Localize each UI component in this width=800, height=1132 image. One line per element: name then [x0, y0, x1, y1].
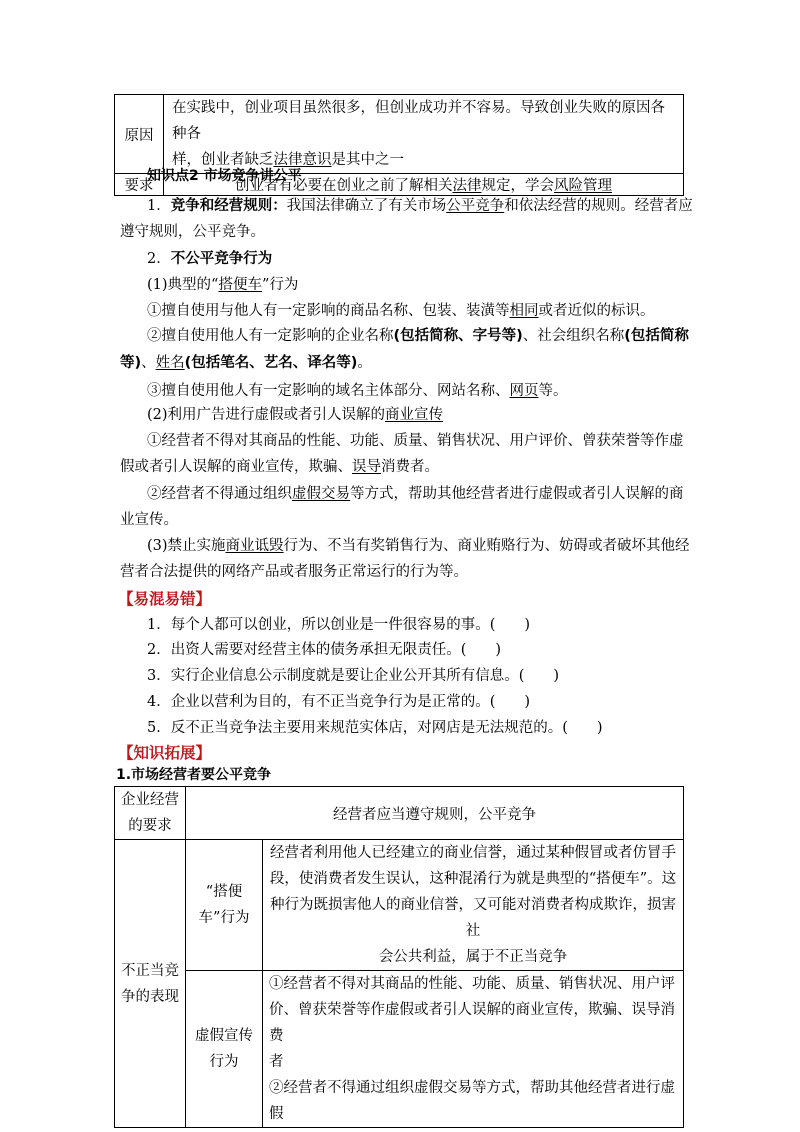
bold-text: 不公平竞争行为 — [170, 251, 273, 267]
paragraph-4 — [147, 298, 655, 324]
underlined-term: 公平竞争 — [446, 198, 505, 214]
unfair-label-cell — [115, 840, 186, 1128]
bold-text: (包括简称 — [624, 328, 689, 344]
paragraph-5 — [147, 323, 689, 349]
paragraph-2 — [147, 246, 272, 272]
confusion-heading: 【易混易错】 — [118, 590, 212, 608]
paragraph-8-cont — [120, 454, 439, 480]
text: ”行为 — [261, 277, 299, 293]
label-line: 的要求 — [128, 818, 172, 834]
text: ①擅自使用与他人有一定影响的商品名称、包装、装潢等 — [147, 303, 510, 319]
paragraph-9 — [147, 481, 684, 507]
requirement-label-cell — [115, 787, 186, 840]
free-ride-label-cell — [186, 840, 263, 971]
text: 或者近似的标识。 — [538, 303, 655, 319]
paragraph-5-cont — [120, 350, 372, 376]
text: 消费者。 — [381, 459, 439, 475]
content-line: 者 — [269, 1054, 284, 1070]
paragraph-3 — [147, 272, 298, 298]
text: ②经营者不得通过组织 — [147, 486, 292, 502]
bold-text: 等) — [120, 355, 142, 371]
requirement-content: 经营者应当遵守规则，公平竞争 — [186, 787, 684, 840]
bold-text: 竞争和经营规则： — [170, 198, 287, 214]
text: 、社会组织名称 — [522, 328, 625, 344]
bold-text: (包括笔名、艺名、译名等) — [184, 355, 358, 371]
expand-subheading: 1.市场经营者要公平竞争 — [116, 767, 272, 783]
content-line: 段，使消费者发生误认，这种混淆行为就是典型的“搭便车”。这 — [269, 871, 677, 887]
text: 等。 — [538, 383, 568, 399]
text: 是其中之一 — [331, 152, 404, 168]
list-item: 1．每个人都可以创业，所以创业是一件很容易的事。( ) — [147, 617, 531, 633]
underlined-term: 法律意识 — [273, 152, 332, 168]
bold-text: (包括简称、字号等) — [393, 328, 523, 344]
underlined-term: 商业宣传 — [385, 407, 444, 423]
table-row — [115, 787, 684, 840]
text: 我国法律确立了有关市场 — [286, 198, 447, 214]
section-heading: 知识点2 市场竞争讲公平 — [147, 168, 302, 184]
row-label-require: 要求 — [115, 174, 164, 196]
underlined-term: 法律 — [452, 178, 482, 194]
text: (2)利用广告进行虚假或者引人误解的 — [147, 407, 386, 423]
underlined-term: 搭便车 — [218, 277, 262, 293]
content-line: 种行为既损害他人的商业信誉，又可能对消费者构成欺诈，损害社 — [270, 897, 676, 939]
reason-cell — [164, 95, 684, 174]
text: 样，创业者缺乏 — [172, 152, 274, 168]
list-item: 3．实行企业信息公示制度就是要让企业公开其所有信息。( ) — [147, 668, 560, 684]
text: 创业者有必要在创业之前了解相关 — [235, 178, 453, 194]
paragraph-10-cont: 营者合法提供的网络产品或者服务正常运行的行为等。 — [120, 564, 468, 580]
paragraph-10 — [147, 533, 690, 559]
content-line: ②经营者不得通过组织虚假交易等方式，帮助其他经营者进行虚假 — [269, 1080, 675, 1122]
underlined-term: 风险管理 — [554, 178, 612, 194]
label-line: “搭便 — [205, 884, 243, 900]
text: 规定，学会 — [481, 178, 554, 194]
list-item: 5．反不正当竞争法主要用来规范实体店，对网店是无法规范的。( ) — [147, 720, 603, 736]
content-line: 经营者利用他人已经建立的商业信誉，通过某种假冒或者仿冒手 — [270, 845, 676, 861]
underlined-term: 虚假交易 — [292, 486, 350, 502]
underlined-term: 相同 — [509, 303, 539, 319]
text: 。 — [357, 355, 372, 371]
table-row — [115, 971, 684, 1128]
text: ②擅自使用他人有一定影响的企业名称 — [147, 328, 394, 344]
text: 2． — [147, 251, 171, 267]
text: 1． — [147, 198, 171, 214]
label-line: 车”行为 — [198, 910, 250, 926]
underlined-term: 姓名 — [155, 355, 185, 371]
table-fair-competition — [114, 786, 684, 1128]
label-line: 行为 — [209, 1054, 239, 1070]
list-item: 4．企业以营利为目的，有不正当竞争行为是正常的。( ) — [147, 694, 531, 710]
free-ride-content — [263, 840, 684, 971]
text: 、 — [141, 355, 156, 371]
text: (3)禁止实施 — [147, 538, 226, 554]
paragraph-7 — [147, 402, 443, 428]
table-row — [115, 840, 684, 971]
content-line: 会公共利益，属于不正当竞争 — [378, 949, 568, 965]
expand-heading: 【知识拓展】 — [118, 744, 212, 762]
content-line: ①经营者不得对其商品的性能、功能、质量、销售状况、用户评 — [269, 976, 675, 992]
label-line: 虚假宣传 — [195, 1028, 253, 1044]
paragraph-9-cont: 业宣传。 — [120, 512, 178, 528]
row-label-reason: 原因 — [115, 95, 164, 174]
table-row — [115, 95, 684, 174]
text: 行为、不当有奖销售行为、商业贿赂行为、妨碍或者破坏其他经 — [283, 538, 690, 554]
paragraph-6 — [147, 378, 568, 404]
text: 假或者引人误解的商业宣传，欺骗、 — [120, 459, 352, 475]
text: 等方式，帮助其他经营者进行虚假或者引人误解的商 — [350, 486, 684, 502]
false-ad-content — [263, 971, 684, 1128]
reason-line-1: 在实践中，创业项目虽然很多，但创业成功并不容易。导致创业失败的原因各种各 — [172, 100, 665, 142]
text: 和依法经营的规则。经营者应 — [504, 198, 693, 214]
text: ③擅自使用他人有一定影响的域名主体部分、网站名称、 — [147, 383, 510, 399]
content-line: 价、曾获荣誉等作虚假或者引人误解的商业宣传，欺骗、误导消费 — [269, 1002, 675, 1044]
label-line: 争的表现 — [121, 988, 179, 1005]
text: (1)典型的“ — [147, 277, 219, 293]
false-ad-label-cell — [186, 971, 263, 1128]
underlined-term: 误导 — [352, 459, 381, 475]
underlined-term: 商业诋毁 — [225, 538, 284, 554]
label-line: 企业经营 — [121, 792, 179, 808]
paragraph-1-cont: 遵守规则，公平竞争。 — [120, 224, 265, 240]
underlined-term: 网页 — [509, 383, 539, 399]
paragraph-1 — [147, 193, 693, 219]
list-item: 2．出资人需要对经营主体的债务承担无限责任。( ) — [147, 642, 502, 658]
label-line: 不正当竞 — [121, 962, 179, 979]
paragraph-8: ①经营者不得对其商品的性能、功能、质量、销售状况、用户评价、曾获荣誉等作虚 — [147, 433, 684, 449]
